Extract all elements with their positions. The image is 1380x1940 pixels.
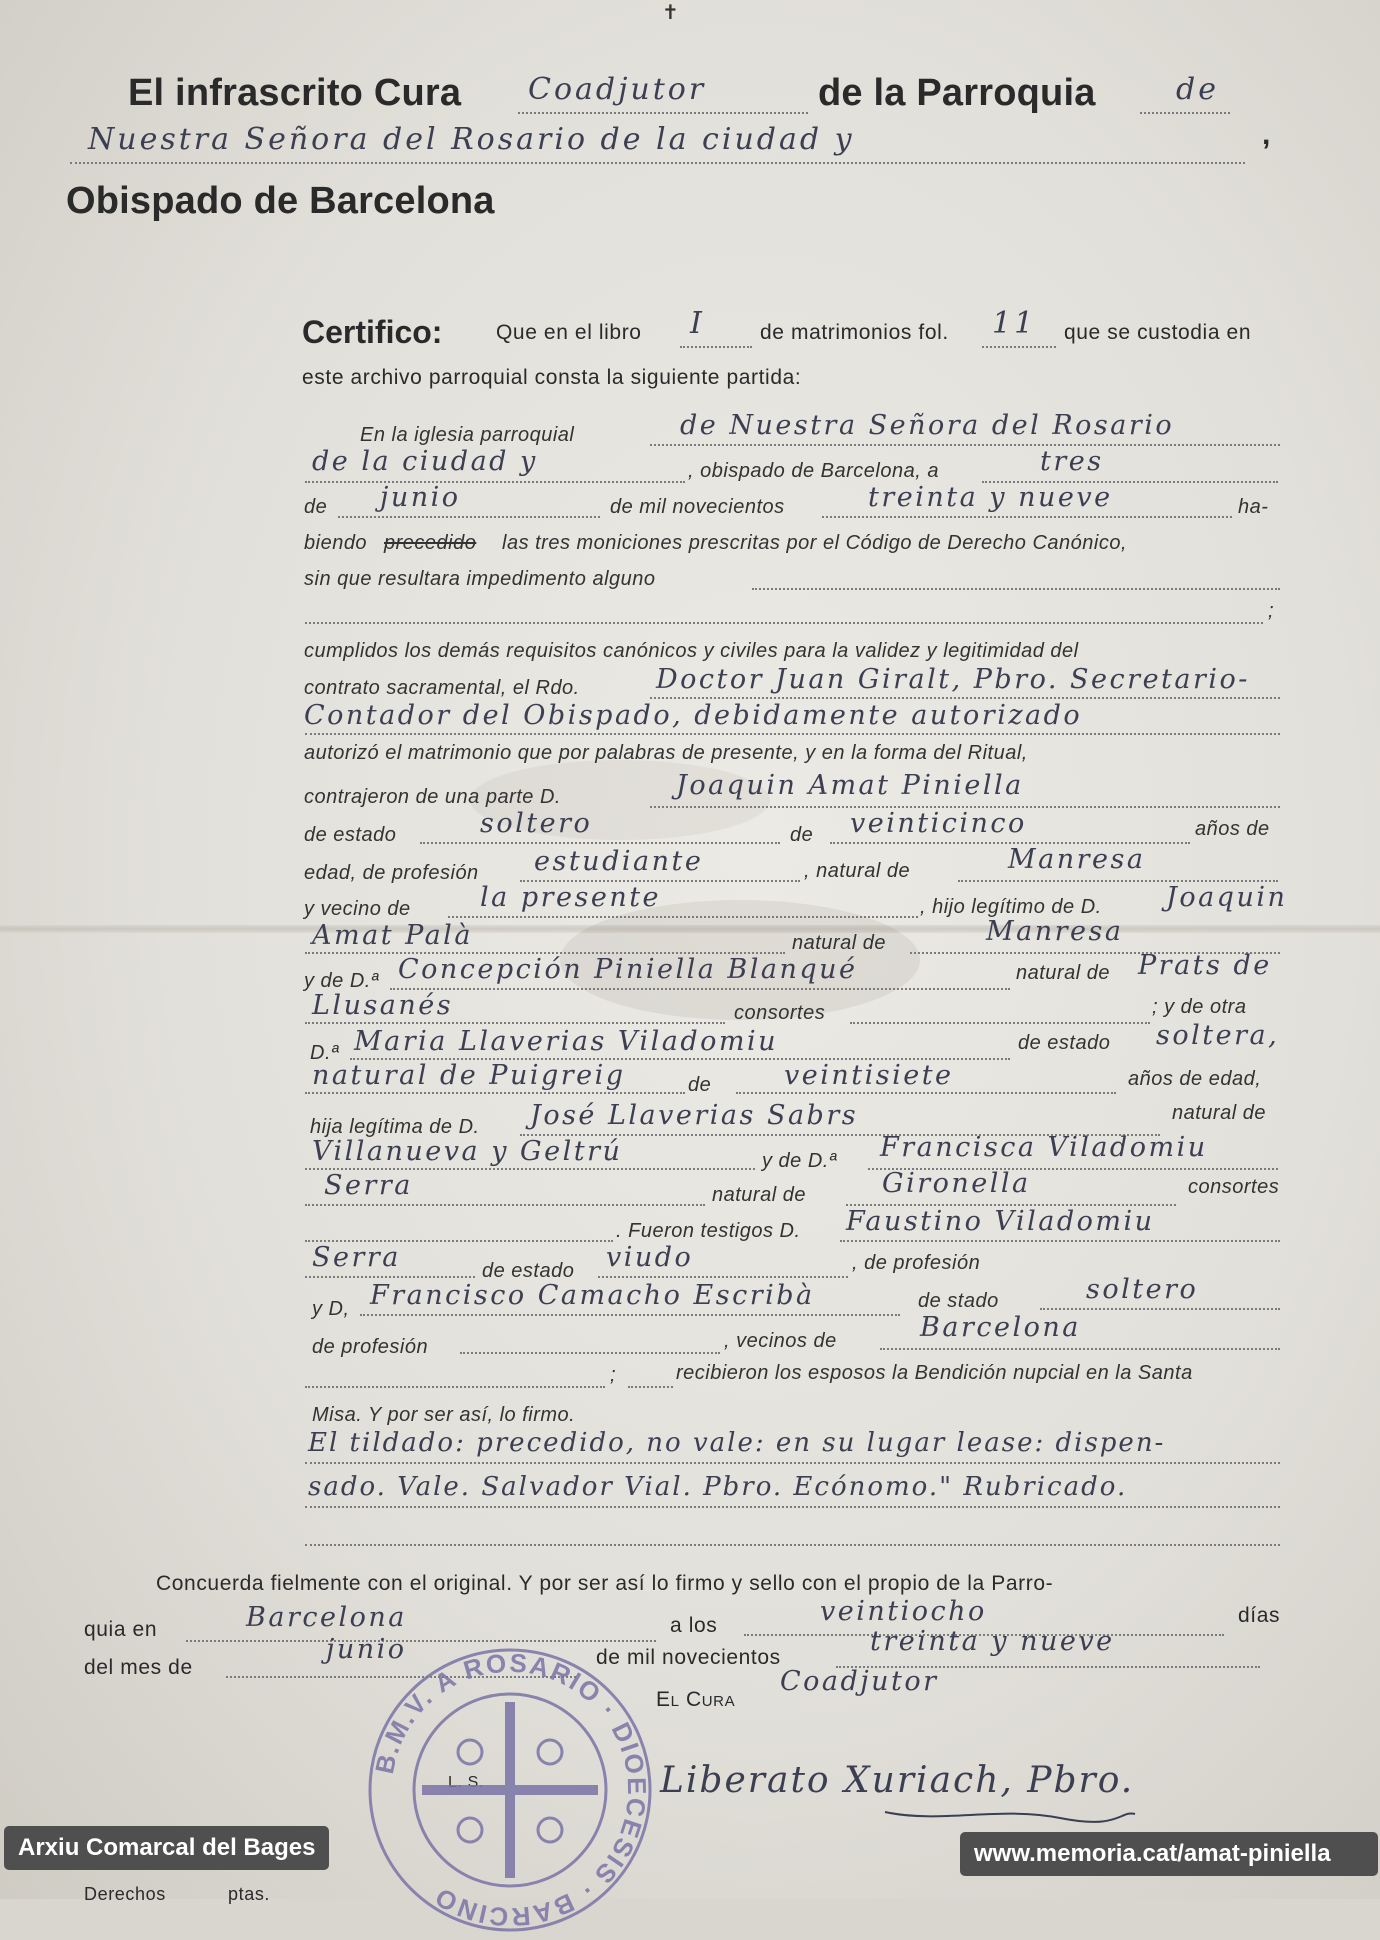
wedding-year: treinta y nueve bbox=[868, 482, 1113, 513]
partida-consortes-label: consortes bbox=[1188, 1176, 1280, 1198]
bride-father-birthplace: Villanueva y Geltrú bbox=[312, 1136, 623, 1167]
iglesia-city: de la ciudad y bbox=[312, 446, 538, 477]
groom-father-first: Joaquin bbox=[1166, 882, 1288, 913]
intro-libro-label: Que en el libro bbox=[496, 321, 642, 344]
partida-vecino-label: y vecino de bbox=[304, 898, 411, 920]
issue-day: veintiocho bbox=[820, 1596, 987, 1627]
header-comma: , bbox=[1262, 118, 1271, 151]
iglesia-name: de Nuestra Señora del Rosario bbox=[680, 410, 1175, 441]
fill-line bbox=[850, 1022, 1150, 1024]
fill-line bbox=[460, 1352, 720, 1354]
priest-signature: Liberato Xuriach, Pbro. bbox=[660, 1760, 1135, 1801]
partida-natural-label: natural de bbox=[712, 1184, 806, 1206]
groom-age: veinticinco bbox=[850, 808, 1027, 839]
partida-anos-label: años de bbox=[1195, 818, 1270, 840]
fill-line bbox=[305, 1204, 705, 1206]
fill-line bbox=[448, 916, 918, 918]
partida-de-label: de bbox=[790, 824, 814, 846]
witness2-status: soltero bbox=[1086, 1274, 1199, 1305]
bride-mother-surname: Serra bbox=[324, 1170, 413, 1201]
groom-birthplace: Manresa bbox=[1008, 844, 1146, 875]
partida-estado-label: de estado bbox=[482, 1260, 575, 1282]
partida-da-label: D.ª bbox=[310, 1042, 339, 1064]
fill-line bbox=[650, 444, 1280, 446]
fill-line bbox=[880, 1348, 1280, 1350]
partida-biendo-label: biendo bbox=[304, 532, 368, 554]
footer-mes-label: del mes de bbox=[84, 1656, 193, 1679]
intro-archivo-label: este archivo parroquial consta la siguiente partida: bbox=[302, 366, 802, 389]
fill-line bbox=[305, 1506, 1280, 1508]
partida-profesion-label: de profesión bbox=[312, 1336, 429, 1358]
witness1-surname: Serra bbox=[312, 1242, 401, 1273]
partida-testigos-label: . Fueron testigos D. bbox=[616, 1220, 801, 1242]
partida-otra-label: ; y de otra bbox=[1152, 996, 1247, 1018]
footer-quia-label: quia en bbox=[84, 1618, 158, 1641]
fill-line bbox=[736, 1092, 1116, 1094]
bride-name: Maria Llaverias Viladomiu bbox=[354, 1026, 778, 1057]
concuerda-text: Concuerda fielmente con el original. Y por ser así lo firmo y sello con el propio de la Parro- bbox=[156, 1572, 1054, 1595]
partida-de-label: de bbox=[688, 1074, 712, 1096]
libro-number: I bbox=[690, 306, 705, 341]
intro-custodia-label: que se custodia en bbox=[1064, 321, 1252, 344]
issue-city: Barcelona bbox=[246, 1602, 407, 1633]
footer-dias-label: días bbox=[1238, 1604, 1281, 1627]
fill-line bbox=[840, 1240, 1280, 1242]
signer-role: Coadjutor bbox=[780, 1666, 939, 1697]
partida-novecientos-label: de mil novecientos bbox=[610, 496, 785, 518]
seal-ring-text: B.M.V. A ROSARIO · DIOECESIS · BARCINO bbox=[369, 1647, 653, 1933]
correction-note-1: El tildado: precedido, no vale: en su lugar lease: dispen- bbox=[308, 1428, 1166, 1458]
bride-age: veintisiete bbox=[784, 1060, 954, 1091]
parish-seal bbox=[360, 1640, 660, 1940]
groom-father-birthplace: Manresa bbox=[986, 916, 1124, 947]
fill-line bbox=[518, 112, 808, 114]
groom-mother-birthplace-2: Llusanés bbox=[312, 990, 454, 1021]
wedding-day: tres bbox=[1040, 446, 1104, 477]
witnesses-residence: Barcelona bbox=[920, 1312, 1081, 1343]
header-de: de bbox=[1176, 72, 1219, 107]
partida-moniciones-label: las tres moniciones prescritas por el Código de Derecho Canónico, bbox=[502, 532, 1128, 554]
partida-semicolon: ; bbox=[1268, 600, 1275, 622]
partida-yde-label: y de D.ª bbox=[304, 970, 379, 992]
ptas-label: ptas. bbox=[228, 1884, 271, 1904]
partida-estado-label: de estado bbox=[304, 824, 397, 846]
fill-line bbox=[390, 988, 1010, 990]
partida-iglesia-label: En la iglesia parroquial bbox=[360, 424, 575, 446]
partida-contrato-label: contrato sacramental, el Rdo. bbox=[304, 677, 580, 699]
fill-line bbox=[70, 162, 1245, 164]
bride-birthplace: natural de Puigreig bbox=[312, 1060, 626, 1091]
ls-mark: L. S. bbox=[448, 1774, 484, 1791]
partida-impedimento-label: sin que resultara impedimento alguno bbox=[304, 568, 656, 590]
fill-line bbox=[822, 516, 1232, 518]
footer-alos-label: a los bbox=[670, 1614, 718, 1637]
groom-name: Joaquin Amat Piniella bbox=[676, 770, 1024, 801]
header-line1-label: El infrascrito Cura bbox=[128, 72, 462, 114]
fill-line bbox=[680, 346, 752, 348]
groom-status: soltero bbox=[480, 808, 593, 839]
witness1-name: Faustino Viladomiu bbox=[846, 1206, 1155, 1237]
partida-anos-edad-label: años de edad, bbox=[1128, 1068, 1262, 1090]
partida-de-label: de bbox=[304, 496, 328, 518]
fill-line bbox=[305, 1544, 1280, 1546]
correction-note-2: sado. Vale. Salvador Vial. Pbro. Ecónomo." Rubricado. bbox=[308, 1472, 1128, 1502]
partida-autorizo-label: autorizó el matrimonio que por palabras de presente, y en la forma del Ritual, bbox=[304, 742, 1028, 764]
partida-misa-label: Misa. Y por ser así, lo firmo. bbox=[312, 1404, 576, 1426]
partida-natural-label: natural de bbox=[792, 932, 886, 954]
intro-fol-label: de matrimonios fol. bbox=[760, 321, 949, 344]
fill-line bbox=[305, 1092, 685, 1094]
partida-profesion-label: edad, de profesión bbox=[304, 862, 479, 884]
partida-yde-label: y de D.ª bbox=[762, 1150, 837, 1172]
fill-line bbox=[1040, 1308, 1280, 1310]
groom-residence: la presente bbox=[480, 882, 662, 913]
folio-number: 11 bbox=[992, 306, 1037, 341]
partida-natural-label: natural de bbox=[1172, 1102, 1266, 1124]
fill-line bbox=[305, 733, 1280, 735]
issue-year: treinta y nueve bbox=[870, 1626, 1115, 1657]
witness2-name: Francisco Camacho Escribà bbox=[370, 1280, 815, 1311]
partida-ha-label: ha- bbox=[1238, 496, 1269, 518]
fill-line bbox=[982, 346, 1056, 348]
certifico-title: Certifico: bbox=[302, 314, 443, 350]
fill-line bbox=[752, 588, 1280, 590]
archive-watermark-right: www.memoria.cat/amat-piniella bbox=[960, 1832, 1378, 1876]
partida-contrajeron-label: contrajeron de una parte D. bbox=[304, 786, 561, 808]
fill-line bbox=[305, 1462, 1280, 1464]
groom-mother-name: Concepción Piniella Blanqué bbox=[398, 954, 858, 985]
bride-mother-name: Francisca Viladomiu bbox=[880, 1132, 1208, 1163]
celebrant-name: Doctor Juan Giralt, Pbro. Secretario- bbox=[656, 664, 1250, 695]
wedding-month: junio bbox=[380, 482, 461, 513]
bride-father-name: José Llaverias Sabrs bbox=[530, 1100, 859, 1131]
fill-line bbox=[360, 1314, 900, 1316]
archive-watermark-left: Arxiu Comarcal del Bages bbox=[4, 1826, 329, 1870]
bride-status: soltera, bbox=[1156, 1020, 1280, 1051]
groom-mother-birthplace-1: Prats de bbox=[1138, 950, 1272, 981]
partida-vecinos-label: , vecinos de bbox=[724, 1330, 837, 1352]
celebrant-role: Contador del Obispado, debidamente autorizado bbox=[304, 700, 1083, 731]
partida-natural-label: natural de bbox=[1016, 962, 1110, 984]
groom-father-surname: Amat Palà bbox=[312, 920, 473, 951]
partida-semicolon: ; bbox=[610, 1364, 617, 1386]
fill-line bbox=[1140, 112, 1230, 114]
partida-hijo-label: , hijo legítimo de D. bbox=[920, 896, 1102, 918]
partida-bendicion-label: recibieron los esposos la Bendición nupcial en la Santa bbox=[676, 1362, 1193, 1384]
groom-profession: estudiante bbox=[534, 846, 704, 877]
partida-yd-label: y D, bbox=[312, 1298, 350, 1320]
fill-line bbox=[420, 842, 780, 844]
cura-role: Coadjutor bbox=[528, 72, 707, 107]
witness1-status: viudo bbox=[606, 1242, 694, 1273]
struck-word: precedido bbox=[384, 532, 477, 554]
derechos-label: Derechos bbox=[84, 1884, 166, 1904]
fill-line bbox=[305, 1386, 605, 1388]
signature-flourish bbox=[880, 1800, 1140, 1830]
fill-line bbox=[305, 1276, 475, 1278]
partida-requisitos-label: cumplidos los demás requisitos canónicos y civiles para la validez y legitimidad del bbox=[304, 640, 1079, 662]
fill-line bbox=[305, 481, 685, 483]
fill-line bbox=[650, 697, 1280, 699]
fill-line bbox=[628, 1386, 673, 1388]
footer-novecientos-label: de mil novecientos bbox=[596, 1646, 781, 1669]
partida-consortes-label: consortes bbox=[734, 1002, 826, 1024]
header-parroquia-label: de la Parroquia bbox=[818, 72, 1096, 114]
cross-icon: ✝ bbox=[662, 0, 679, 24]
fill-line bbox=[338, 516, 600, 518]
partida-profesion-label: , de profesión bbox=[852, 1252, 981, 1274]
issue-month: junio bbox=[326, 1634, 407, 1665]
fill-line bbox=[305, 1022, 725, 1024]
bride-mother-birthplace: Gironella bbox=[882, 1168, 1031, 1199]
footer-elcura-label: El Cura bbox=[656, 1688, 736, 1711]
partida-estado-label: de estado bbox=[1018, 1032, 1111, 1054]
partida-hija-label: hija legítima de D. bbox=[310, 1116, 480, 1138]
header-obispado: Obispado de Barcelona bbox=[66, 180, 495, 222]
partida-natural-label: , natural de bbox=[804, 860, 911, 882]
partida-obispado-label: , obispado de Barcelona, a bbox=[688, 460, 939, 482]
fill-line bbox=[305, 622, 1263, 624]
fill-line bbox=[598, 1276, 848, 1278]
partida-stado-label: de stado bbox=[918, 1290, 999, 1312]
parish-name: Nuestra Señora del Rosario de la ciudad y bbox=[88, 122, 855, 157]
